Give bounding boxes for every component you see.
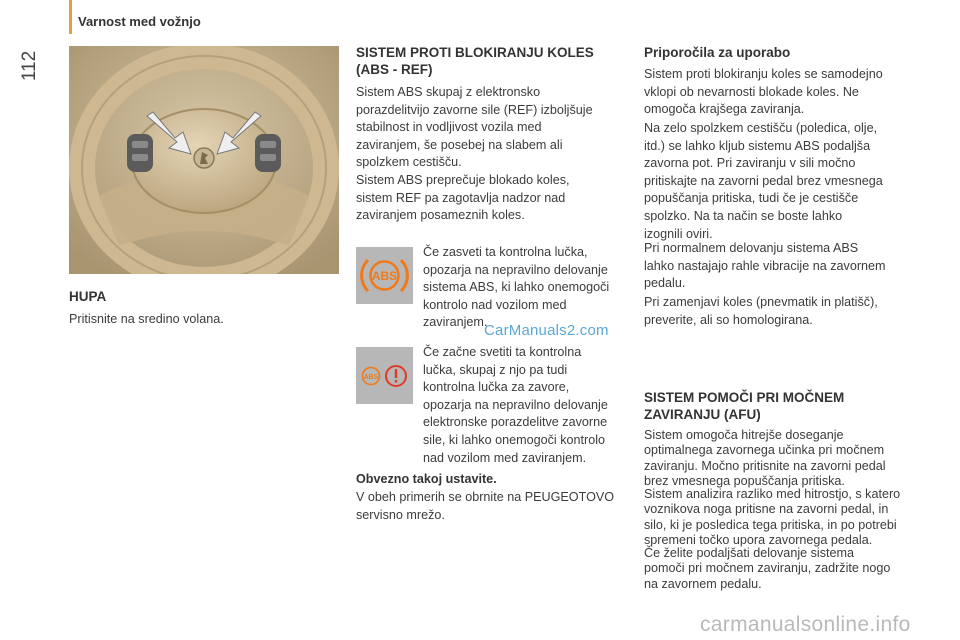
text-line: popuščanja pritiska, tudi če je cestišče <box>644 191 859 206</box>
text-line: stabilnost in vodljivost vozila med <box>356 120 542 135</box>
steering-wheel-image <box>69 46 339 274</box>
text-line: Na zelo spolzkem cestišču (poledica, olje, <box>644 121 878 135</box>
watermark-bottom: carmanualsonline.info <box>700 613 911 636</box>
text-line: itd.) se lahko kljub sistemu ABS podaljša <box>644 138 871 153</box>
text-line: porazdelitvijo zavorne sile (REF) izboljšuje <box>356 102 593 117</box>
text-line: vklopi ob nevarnosti blokade koles. Ne <box>644 84 859 99</box>
text-line: zaviranjem, še posebej na slabem ali <box>356 137 563 152</box>
section-title: Varnost med vožnjo <box>78 14 201 29</box>
text-line: elektronske porazdelitve zavorne <box>423 415 608 430</box>
text-line: omogoča krajšega zaviranja. <box>644 102 805 117</box>
text-line: kontrolo nad vozilom med <box>423 297 567 312</box>
abs-icon-label: ABS <box>371 269 398 283</box>
text-line: zavorna pot. Pri zaviranju v sili močno <box>644 156 856 171</box>
text-line: na zavornem pedalu. <box>644 576 762 591</box>
abs-icon-label: ABS <box>363 374 379 381</box>
abs-brake-warning-lights <box>356 347 413 404</box>
text-line: brez vmesnega popuščanja pritiska. <box>644 474 845 489</box>
abs-section <box>356 44 626 78</box>
afu-title-line: SISTEM POMOČI PRI MOČNEM <box>644 390 845 405</box>
text-line: pomoči pri močnem zaviranju, zadržite nogo <box>644 561 891 576</box>
abs-title-line: (ABS - REF) <box>356 62 433 77</box>
text-line: sistema ABS, ki lahko onemogoči <box>423 280 610 295</box>
text-line: Pri zamenjavi koles (pnevmatik in platišč), <box>644 295 878 309</box>
page-number: 112 <box>19 50 40 82</box>
abs-title-line: SISTEM PROTI BLOKIRANJU KOLES <box>356 45 594 60</box>
abs-title <box>356 44 626 78</box>
recommendations-p4 <box>644 294 934 329</box>
abs-warning-2 <box>423 344 638 467</box>
text-line: preverite, ali so homologirana. <box>644 312 813 327</box>
afu-p3 <box>644 546 944 592</box>
text-line: spolzko. Na ta način se boste lahko <box>644 208 843 223</box>
text-line: Pri normalnem delovanju sistema ABS <box>644 241 859 255</box>
recommendations-p1 <box>644 66 934 119</box>
horn-text: Pritisnite na sredino volana. <box>69 312 224 326</box>
text-line: zaviranjem posameznih koles. <box>356 208 525 223</box>
abs-warning-1 <box>423 244 638 332</box>
text-line: spolzkem cestišču. <box>356 155 462 170</box>
text-line: sile, ki lahko onemogoči kontrolo <box>423 432 606 447</box>
text-line: Če želite podaljšati delovanje sistema <box>644 546 855 560</box>
text-line: Sistem proti blokiranju koles se samodejno <box>644 67 883 81</box>
text-line: zaviranju. Močno pritisnite na zavorni pedal <box>644 458 886 473</box>
text-line: Če zasveti ta kontrolna lučka, <box>423 245 588 259</box>
horn-title: HUPA <box>69 289 107 304</box>
text-line: Sistem ABS skupaj z elektronsko <box>356 85 541 99</box>
afu-title-line: ZAVIRANJU (AFU) <box>644 407 761 422</box>
accent-bar <box>69 0 72 34</box>
afu-title <box>644 389 844 423</box>
recommendations-p3 <box>644 240 934 293</box>
text-line: optimalnega zavornega učinka pri močnem <box>644 443 885 458</box>
text-line: V obeh primerih se obrnite na PEUGEOTOVO <box>356 490 615 504</box>
afu-p2 <box>644 487 944 549</box>
text-line: spremeni točko upora zavornega pedala. <box>644 533 873 548</box>
stop-text <box>356 489 641 524</box>
text-line: Sistem ABS preprečuje blokado koles, <box>356 173 570 187</box>
text-line: lučka, skupaj z njo pa tudi <box>423 362 568 377</box>
abs-paragraph-2 <box>356 172 636 225</box>
text-line: lahko nastajajo rahle vibracije na zavornem <box>644 258 886 273</box>
text-line: Sistem analizira razliko med hitrostjo, s katero <box>644 487 901 501</box>
text-line: servisno mrežo. <box>356 507 445 522</box>
afu-p1 <box>644 428 944 490</box>
text-line: pedalu. <box>644 276 686 291</box>
abs-brake-icon <box>356 347 413 404</box>
steering-wheel-icon <box>69 46 339 274</box>
watermark-top: CarManuals2.com <box>484 322 609 339</box>
abs-warning-icon <box>356 247 413 304</box>
text-line: opozarja na nepravilno delovanje <box>423 397 608 412</box>
text-line: zaviranjem. <box>423 315 488 330</box>
abs-paragraph-1 <box>356 84 636 172</box>
text-line: Če začne svetiti ta kontrolna <box>423 345 582 359</box>
text-line: izognili oviri. <box>644 226 713 241</box>
text-line: kontrolna lučka za zavore, <box>423 380 570 395</box>
text-line: pritiskajte na zavorni pedal brez vmesnega <box>644 173 883 188</box>
recommendations-p2 <box>644 120 934 243</box>
stop-title: Obvezno takoj ustavite. <box>356 472 497 486</box>
recommendations-title: Priporočila za uporabo <box>644 45 791 60</box>
text-line: Sistem omogoča hitrejše doseganje <box>644 428 844 442</box>
text-line: nad vozilom med zaviranjem. <box>423 450 587 465</box>
text-line: sistem REF pa zagotavlja nadzor nad <box>356 190 566 205</box>
text-line: opozarja na nepravilno delovanje <box>423 262 608 277</box>
abs-warning-light <box>356 247 413 304</box>
text-line: voznikova noga pritisne na zavorni pedal, in <box>644 502 889 517</box>
text-line: silo, ki je posledica tega pritiska, in po potrebi <box>644 517 897 532</box>
